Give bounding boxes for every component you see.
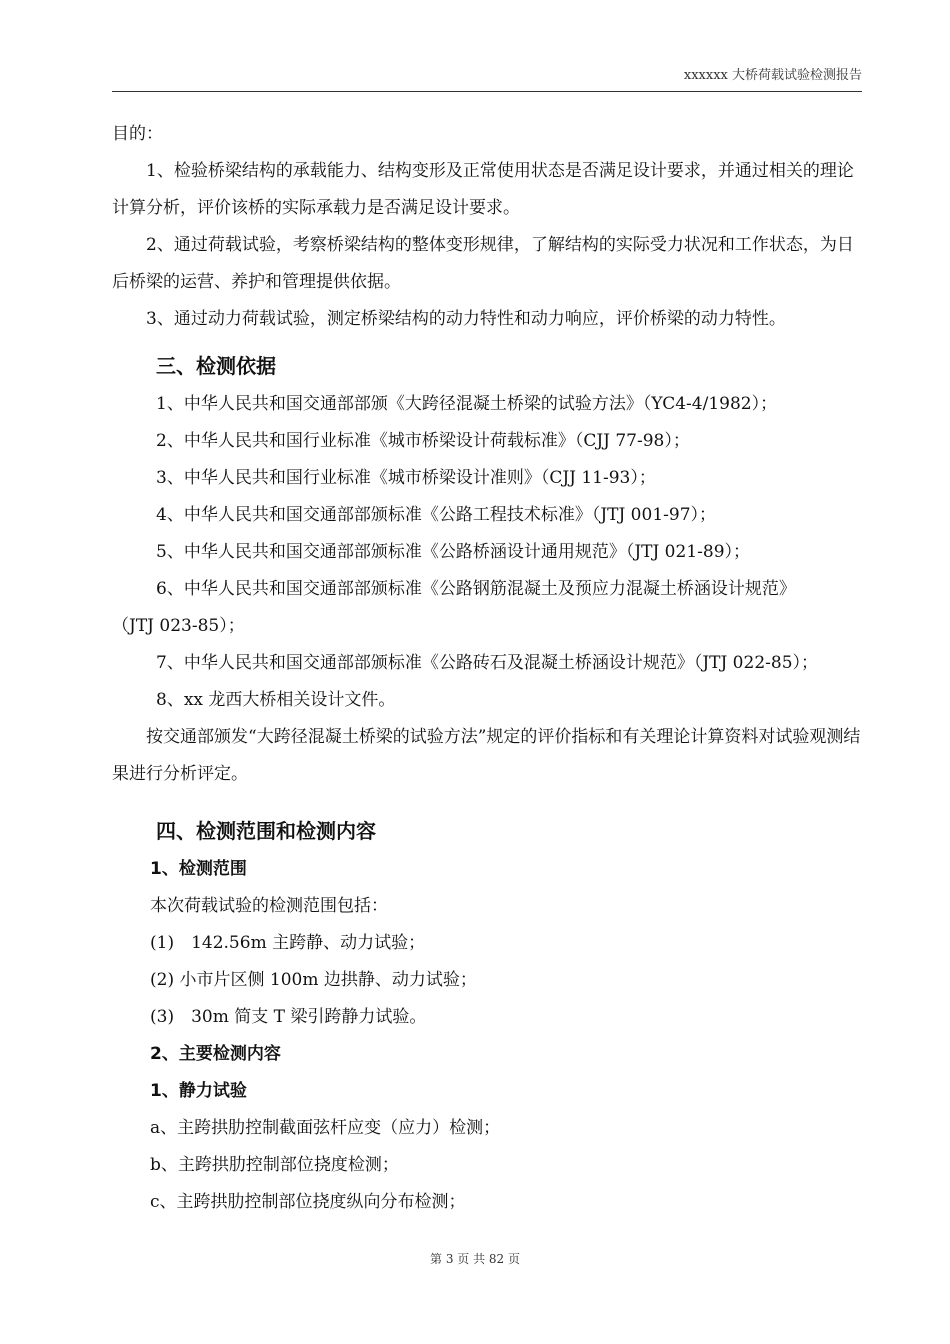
purpose-item: 2、通过荷载试验，考察桥梁结构的整体变形规律，了解结构的实际受力状况和工作状态，为日后桥梁的运营、养护和管理提供依据。	[112, 235, 854, 292]
section-heading-scope: 四、检测范围和检测内容	[156, 819, 376, 843]
scope-item: (1) 142.56m 主跨静、动力试验；	[150, 933, 426, 953]
scope-item: (3) 30m 简支 T 梁引跨静力试验。	[150, 1007, 427, 1027]
reference-item: 2、中华人民共和国行业标准《城市桥梁设计荷载标准》（CJJ 77-98）；	[156, 431, 690, 451]
reference-item: 8、xx 龙西大桥相关设计文件。	[156, 690, 396, 710]
static-test-item: c、主跨拱肋控制部位挠度纵向分布检测；	[150, 1192, 466, 1212]
page-body	[112, 116, 862, 1221]
reference-item: 1、中华人民共和国交通部部颁《大跨径混凝土桥梁的试验方法》（YC4-4/1982）；	[156, 394, 778, 414]
static-test-item: b、主跨拱肋控制部位挠度检测；	[150, 1155, 399, 1175]
purpose-item: 3、通过动力荷载试验，测定桥梁结构的动力特性和动力响应，评价桥梁的动力特性。	[146, 309, 786, 329]
reference-item-continued: （JTJ 023-85）；	[112, 616, 245, 636]
report-title: xxxxxx 大桥荷载试验检测报告	[683, 68, 862, 83]
purpose-label: 目的：	[112, 124, 163, 144]
scope-item: (2) 小市片区侧 100m 边拱静、动力试验；	[150, 970, 477, 990]
static-test-item: a、主跨拱肋控制截面弦杆应变（应力）检测；	[150, 1118, 501, 1138]
subsection-heading-static-test: 1、静力试验	[150, 1081, 247, 1101]
page-header	[112, 64, 862, 92]
purpose-item: 1、检验桥梁结构的承载能力、结构变形及正常使用状态是否满足设计要求，并通过相关的理论计算分析，评价该桥的实际承载力是否满足设计要求。	[112, 161, 854, 218]
scope-intro: 本次荷载试验的检测范围包括：	[150, 896, 388, 916]
page-number: 第 3 页 共 82 页	[430, 1252, 520, 1266]
page-footer	[0, 1250, 950, 1267]
reference-item: 7、中华人民共和国交通部部颁标准《公路砖石及混凝土桥涵设计规范》（JTJ 022-85）；	[156, 653, 819, 673]
reference-item: 5、中华人民共和国交通部部颁标准《公路桥涵设计通用规范》（JTJ 021-89）；	[156, 542, 751, 562]
reference-item: 6、中华人民共和国交通部部颁标准《公路钢筋混凝土及预应力混凝土桥涵设计规范》	[156, 579, 796, 599]
section-heading-basis: 三、检测依据	[156, 354, 276, 378]
basis-closing-paragraph: 按交通部颁发“大跨径混凝土桥梁的试验方法”规定的评价指标和有关理论计算资料对试验观测结果进行分析评定。	[112, 727, 861, 784]
reference-item: 4、中华人民共和国交通部部颁标准《公路工程技术标准》（JTJ 001-97）；	[156, 505, 717, 525]
subsection-heading-content: 2、主要检测内容	[150, 1044, 281, 1064]
subsection-heading-scope: 1、检测范围	[150, 859, 247, 879]
reference-item: 3、中华人民共和国行业标准《城市桥梁设计准则》（CJJ 11-93）；	[156, 468, 656, 488]
